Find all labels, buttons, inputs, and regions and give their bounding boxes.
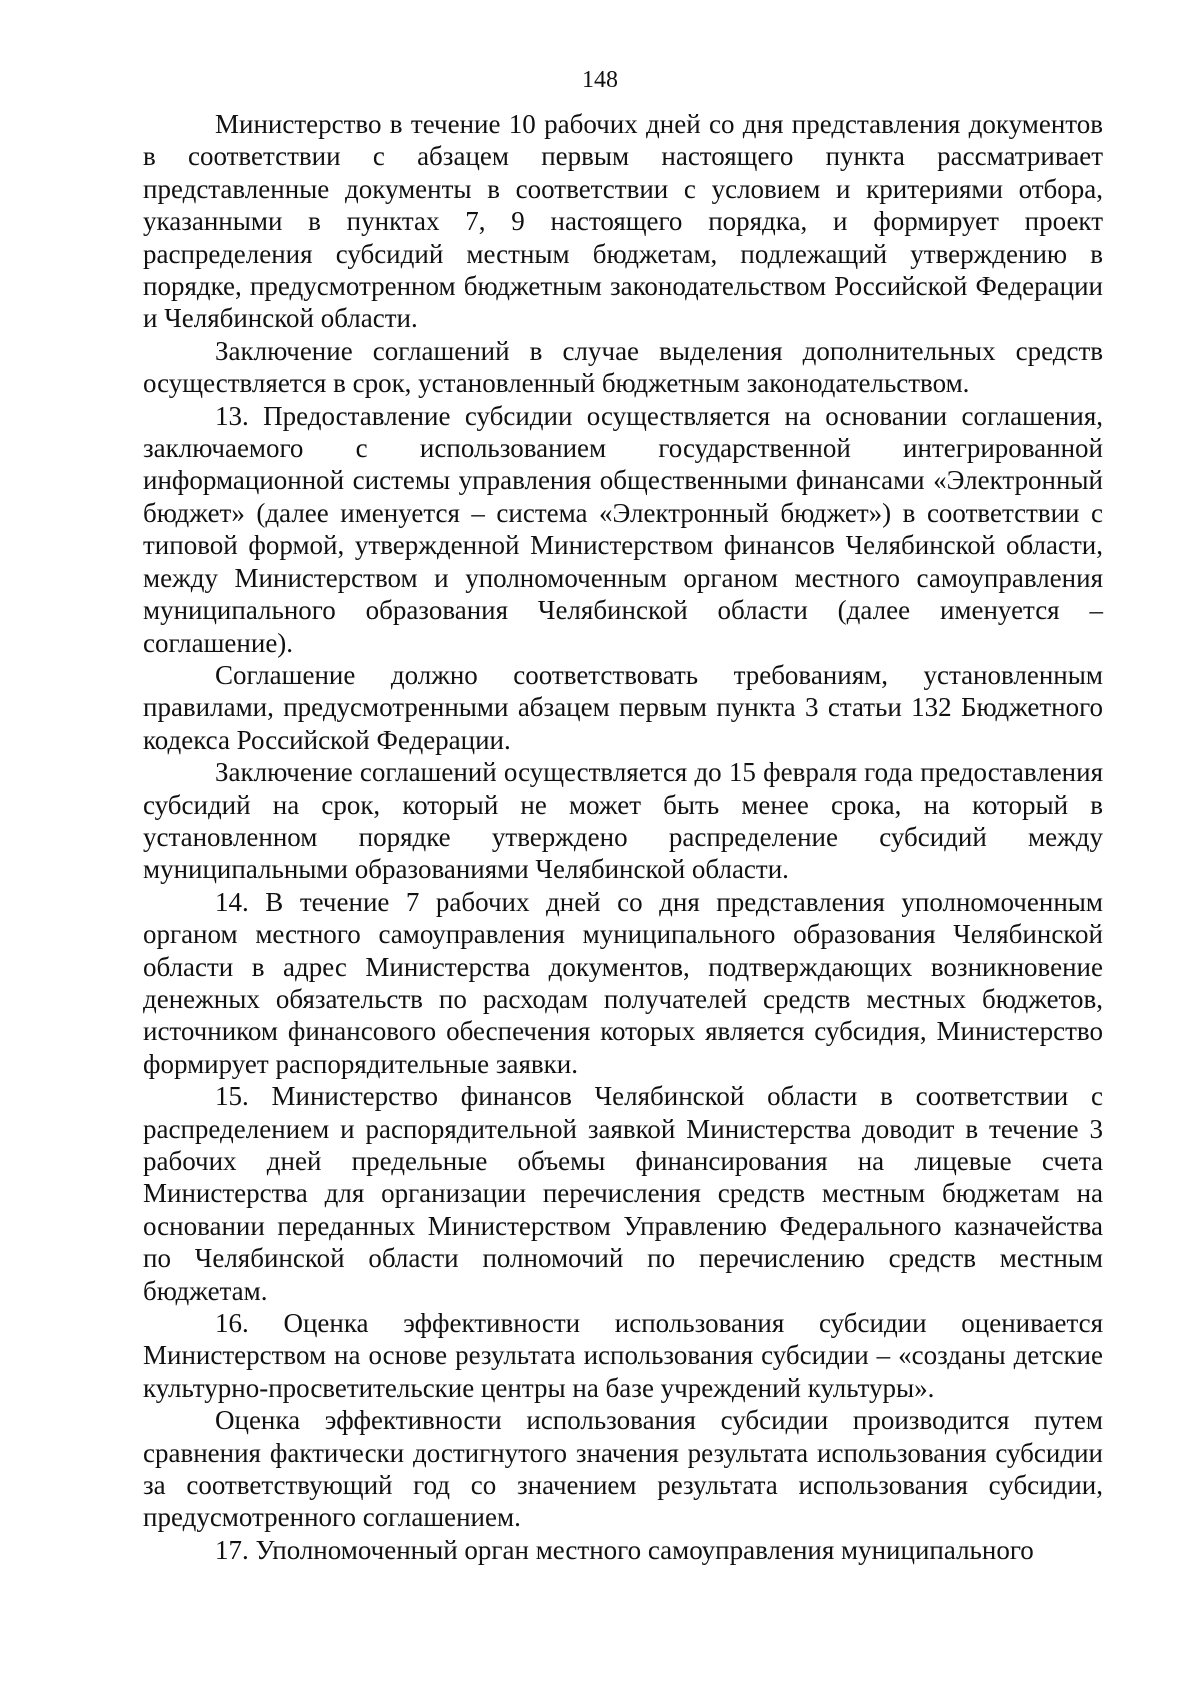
paragraph-agreement-deadline: Заключение соглашений осуществляется до 15 февраля года предоставления субсидий на срок, который не может быть менее срока, на который в установленном порядке утверждено распределение субсидий между муниципальными образованиями Челябинской области.	[143, 757, 1103, 885]
paragraph-additional-funds: Заключение соглашений в случае выделения дополнительных средств осуществляется в срок, установленный бюджетным законодательством.	[143, 335, 1103, 399]
paragraph-agreement-requirements: Соглашение должно соответствовать требованиям, установленным правилами, предусмотренными абзацем первым пункта 3 статьи 132 Бюджетного кодекса Российской Федерации.	[143, 659, 1103, 755]
paragraph-efficiency-assessment: Оценка эффективности использования субсидии производится путем сравнения фактически достигнутого значения результата использования субсидии за соответствующий год со значением результата использования субсидии, предусмотренного соглашением.	[143, 1405, 1103, 1533]
paragraph-item-13: 13. Предоставление субсидии осуществляется на основании соглашения, заключаемого с использованием государственной интегрированной информационной системы управления общественными финансами «Электронный бюджет» (далее именуется – система «Электронный бюджет») в соответствии с типовой формой, утвержденной Министерством финансов Челябинской области, между Министерством и уполномоченным органом местного самоуправления муниципального образования Челябинской области (далее именуется – соглашение).	[143, 400, 1103, 658]
page-number: 148	[582, 67, 618, 93]
paragraph-ministry-review: Министерство в течение 10 рабочих дней со дня представления документов в соответствии с абзацем первым настоящего пункта рассматривает представленные документы в соответствии с условием и критериями отбора, указанными в пунктах 7, 9 настоящего порядка, и формирует проект распределения субсидий местным бюджетам, подлежащий утверждению в порядке, предусмотренном бюджетным законодательством Российской Федерации и Челябинской области.	[143, 109, 1103, 334]
document-body	[143, 108, 1103, 1566]
paragraph-item-17: 17. Уполномоченный орган местного самоуправления муниципального	[215, 1534, 1034, 1565]
paragraph-item-14: 14. В течение 7 рабочих дней со дня представления уполномоченным органом местного самоуправления муниципального образования Челябинской области в адрес Министерства документов, подтверждающих возникновение денежных обязательств по расходам получателей средств местных бюджетов, источником финансового обеспечения которых является субсидия, Министерство формирует распорядительные заявки.	[143, 886, 1103, 1079]
paragraph-item-15: 15. Министерство финансов Челябинской области в соответствии с распределением и распорядительной заявкой Министерства доводит в течение 3 рабочих дней предельные объемы финансирования на лицевые счета Министерства для организации перечисления средств местным бюджетам на основании переданных Министерством Управлению Федерального казначейства по Челябинской области полномочий по перечислению средств местным бюджетам.	[143, 1081, 1103, 1306]
paragraph-item-16: 16. Оценка эффективности использования субсидии оценивается Министерством на основе результата использования субсидии – «созданы детские культурно-просветительские центры на базе учреждений культуры».	[143, 1308, 1103, 1403]
